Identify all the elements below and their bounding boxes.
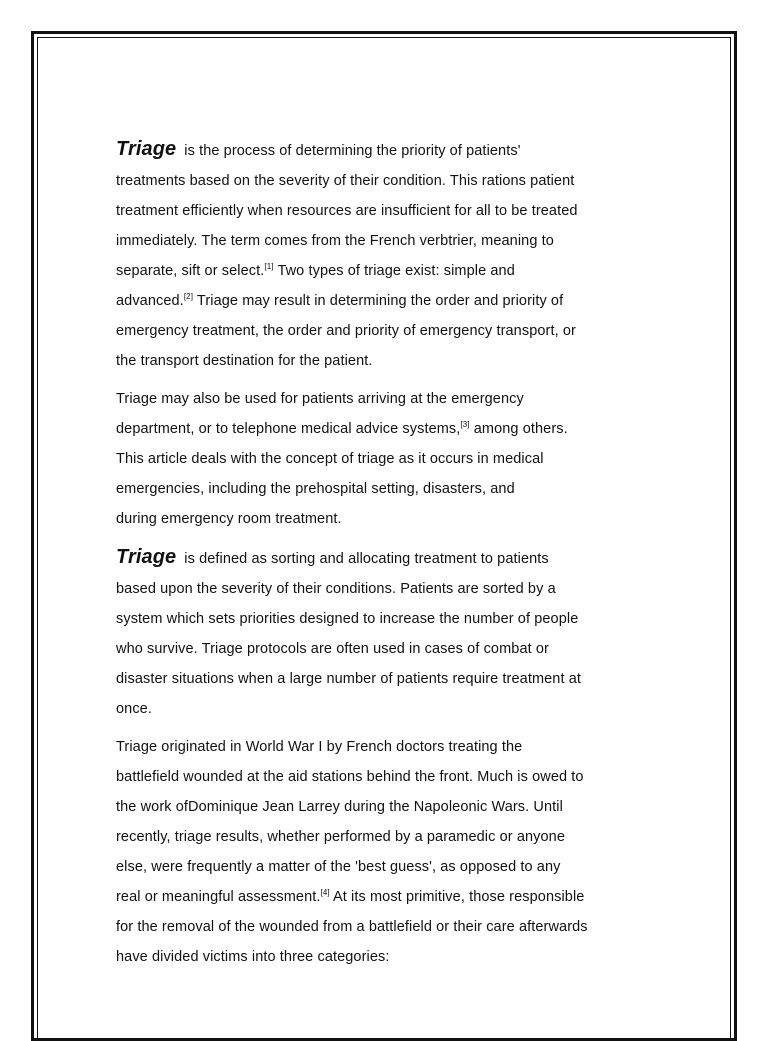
lead-word: Triage: [116, 546, 177, 568]
text-line: Triage may also be used for patients arriving at the emergency: [116, 391, 524, 407]
text-fragment: Two types of triage exist: simple and: [273, 263, 515, 279]
text-line: is the process of determining the priority of patients': [184, 143, 521, 159]
text-line: have divided victims into three categories:: [116, 949, 390, 965]
text-line: the transport destination for the patient.: [116, 353, 373, 369]
text-line: based upon the severity of their conditions. Patients are sorted by a: [116, 581, 556, 597]
paragraph-3-line-1: [116, 542, 646, 574]
text-fragment: At its most primitive, those responsible: [329, 889, 585, 905]
text-line: immediately. The term comes from the French verbtrier, meaning to: [116, 233, 554, 249]
text-line: This article deals with the concept of triage as it occurs in medical: [116, 451, 544, 467]
text-line: [116, 882, 646, 912]
text-line: recently, triage results, whether performed by a paramedic or anyone: [116, 829, 565, 845]
text-line: battlefield wounded at the aid stations behind the front. Much is owed to: [116, 769, 584, 785]
text-line: emergency treatment, the order and priority of emergency transport, or: [116, 323, 576, 339]
paragraph-1: [116, 134, 646, 376]
citation-4[interactable]: [4]: [320, 888, 330, 898]
text-line: system which sets priorities designed to increase the number of people: [116, 611, 579, 627]
text-fragment: department, or to telephone medical advice systems,: [116, 421, 461, 437]
text-line: Triage originated in World War I by French doctors treating the: [116, 739, 523, 755]
citation-3[interactable]: [3]: [460, 420, 470, 430]
text-line: who survive. Triage protocols are often used in cases of combat or: [116, 641, 549, 657]
text-line: the work ofDominique Jean Larrey during the Napoleonic Wars. Until: [116, 799, 563, 815]
text-line: for the removal of the wounded from a battlefield or their care afterwards: [116, 919, 588, 935]
text-fragment: Triage may result in determining the order and priority of: [193, 293, 564, 309]
text-line: emergencies, including the prehospital setting, disasters, and: [116, 481, 515, 497]
text-line: [116, 286, 646, 316]
paragraph-3: [116, 542, 646, 724]
text-line: treatment efficiently when resources are insufficient for all to be treated: [116, 203, 578, 219]
document-body: [116, 134, 646, 980]
text-fragment: separate, sift or select.: [116, 263, 265, 279]
text-fragment: advanced.: [116, 293, 184, 309]
text-line: else, were frequently a matter of the 'best guess', as opposed to any: [116, 859, 561, 875]
citation-1[interactable]: [1]: [264, 262, 274, 272]
paragraph-4: [116, 732, 646, 972]
text-fragment: real or meaningful assessment.: [116, 889, 321, 905]
citation-2[interactable]: [2]: [183, 292, 194, 302]
lead-word: Triage: [116, 138, 177, 160]
paragraph-2: [116, 384, 646, 534]
text-line: during emergency room treatment.: [116, 511, 342, 527]
text-line: [116, 256, 646, 286]
text-line: disaster situations when a large number of patients require treatment at: [116, 671, 582, 687]
text-line: treatments based on the severity of their condition. This rations patient: [116, 173, 575, 189]
text-line: once.: [116, 701, 152, 717]
text-line: is defined as sorting and allocating treatment to patients: [184, 551, 549, 567]
paragraph-1-line-1: [116, 134, 646, 166]
text-fragment: among others.: [469, 421, 568, 437]
text-line: [116, 414, 646, 444]
